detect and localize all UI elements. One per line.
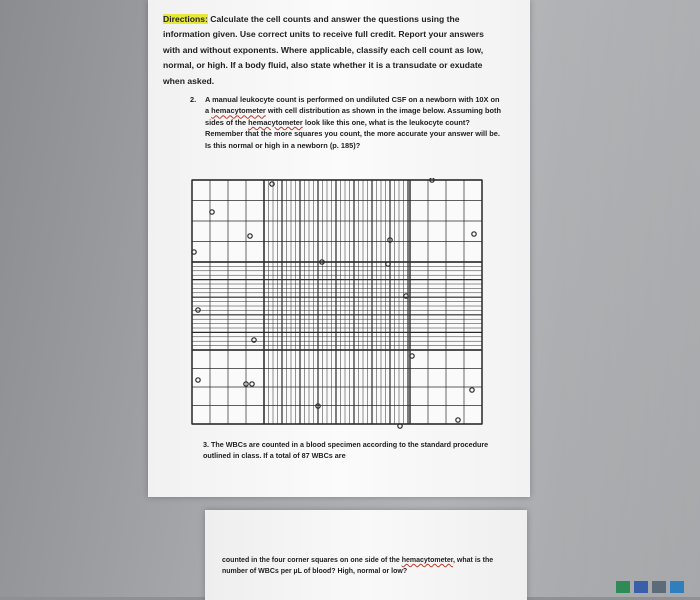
worksheet-page-next: [205, 510, 527, 600]
question-2-word-a: hemacytometer: [211, 106, 266, 116]
doc-icon: [634, 581, 648, 593]
question-2-word-b: hemacytometer: [248, 117, 303, 127]
device-dock-icons: [610, 577, 700, 597]
directions-paragraph: [163, 12, 503, 89]
app-icon: [652, 581, 666, 593]
question-3-text: The WBCs are counted in a blood specimen according to the standard procedure outlined in class. If a total of 87 WBCs are: [203, 440, 489, 460]
question-3-cont-b: , what is the number of WBCs per µL of blood? High, normal or low?: [222, 557, 494, 575]
hemacytometer-grid: [190, 178, 490, 430]
question-3-continued: [222, 556, 512, 577]
directions-text: Calculate the cell counts and answer the questions using the information given. Use correct units to receive full credit. Report your answers with and without exponents. Where applicable, classify each cell count as low, normal, or high. If a body fluid, also state whether it is a transudate or exudate when asked.: [163, 14, 484, 86]
question-3: [203, 439, 503, 461]
spreadsheet-icon: [616, 581, 630, 593]
screen-edge: [555, 0, 700, 597]
question-3-number: 3.: [203, 440, 209, 449]
question-3-cont-word: hemacytometer: [401, 557, 454, 564]
question-2-text-b: with cell distribution as shown in the image below. Assuming both sides of the: [205, 106, 501, 127]
question-2-text-c: look like this one, what is the leukocyte count? Remember that the more squares you count, the more accurate your answer will be. Is this normal or high in a newborn (p. 185)?: [205, 117, 500, 150]
question-2-number: 2.: [190, 95, 197, 104]
question-2-text: [205, 94, 505, 151]
question-3-cont-a: counted in the four corner squares on one side of the: [222, 557, 402, 564]
question-2-text-a: A manual leukocyte count is performed on undiluted CSF on a newborn with 10X on a: [205, 95, 500, 116]
grid-outer-border: [192, 180, 482, 424]
directions-label: Directions:: [163, 14, 208, 24]
browser-icon: [670, 581, 684, 593]
